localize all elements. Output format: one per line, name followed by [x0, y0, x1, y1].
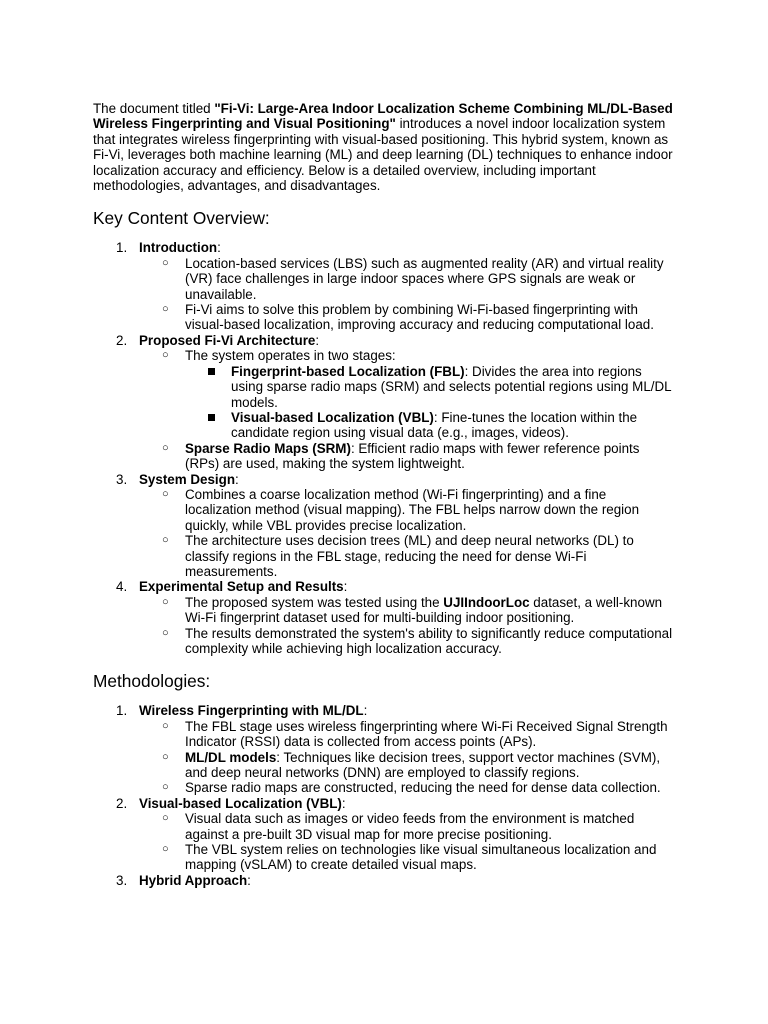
- dataset-name: UJIIndoorLoc: [443, 594, 530, 610]
- colon: :: [235, 471, 239, 487]
- square-bullet-icon: [208, 368, 215, 375]
- list-item-wireless-fingerprinting: [93, 703, 673, 795]
- circle-bullet-icon: ○: [162, 626, 169, 639]
- stage-item-vbl: [185, 410, 673, 441]
- item-label: Wireless Fingerprinting with ML/DL: [139, 703, 364, 719]
- list-number: 3.: [116, 471, 128, 487]
- sub-item: [139, 626, 673, 657]
- intro-body: introduces a novel indoor localization system that integrates wireless fingerprinting with visual-based positioning. This hybrid system, known as Fi-Vi, leverages both machine learning (ML) and deep learning (DL) techniques to enhance indoor localization accuracy and efficiency. Below is a detailed overview, including important methodologies, advantages, and disadvantages.: [93, 116, 673, 194]
- sub-item-text: : Techniques like decision trees, support vector machines (SVM), and deep neural networks (DNN) are employed to classify regions.: [185, 749, 661, 781]
- sub-list: [139, 487, 673, 579]
- sub-item-label: Sparse Radio Maps (SRM): [185, 440, 351, 456]
- item-label: Hybrid Approach: [139, 872, 248, 888]
- stage-text: : Fine-tunes the location within the candidate region using visual data (e.g., images, videos).: [231, 409, 638, 441]
- circle-bullet-icon: ○: [162, 812, 169, 825]
- list-item-vbl: [93, 796, 673, 873]
- list-item-system-design: [93, 472, 673, 580]
- colon: :: [315, 332, 320, 348]
- list-number: 1.: [116, 703, 128, 719]
- methodologies-list: [93, 703, 673, 888]
- colon: :: [343, 579, 348, 595]
- sub-item-text: The architecture uses decision trees (ML) and deep neural networks (DL) to classify regions in the FBL stage, reducing the need for dense Wi-Fi measurements.: [185, 533, 634, 579]
- circle-bullet-icon: ○: [162, 349, 169, 362]
- list-number: 3.: [116, 872, 128, 888]
- list-number: 2.: [116, 795, 128, 811]
- sub-item: [139, 780, 673, 795]
- intro-prefix: The document titled: [93, 101, 215, 116]
- list-number: 1.: [116, 240, 128, 256]
- sub-item-text: Combines a coarse localization method (Wi-Fi fingerprinting) and a fine localization method (visual mapping). The FBL helps narrow down the region quickly, while VBL provides precise localization.: [185, 486, 640, 533]
- document-page: [93, 101, 673, 888]
- key-content-list: [93, 240, 673, 656]
- list-number: 4.: [116, 579, 128, 595]
- circle-bullet-icon: ○: [162, 781, 169, 794]
- circle-bullet-icon: ○: [162, 487, 169, 500]
- stage-text: : Divides the area into regions using sparse radio maps (SRM) and selects potential regions using ML/DL models.: [231, 363, 672, 410]
- item-label: System Design: [139, 471, 236, 487]
- circle-bullet-icon: ○: [162, 750, 169, 763]
- sub-item-text: The proposed system was tested using the: [185, 594, 444, 610]
- sub-list: [139, 811, 673, 873]
- list-number: 2.: [116, 332, 128, 348]
- stage-label: Fingerprint-based Localization (FBL): [231, 363, 465, 379]
- sub-item: [139, 441, 673, 472]
- intro-paragraph: [93, 101, 673, 193]
- colon: :: [217, 240, 221, 256]
- stage-item-fbl: [185, 364, 673, 410]
- item-label: Introduction: [139, 240, 218, 256]
- sub-list: [139, 595, 673, 657]
- circle-bullet-icon: ○: [162, 595, 169, 608]
- list-item-experimental: [93, 579, 673, 656]
- sub-list: [139, 719, 673, 796]
- list-item-introduction: [93, 240, 673, 332]
- circle-bullet-icon: ○: [162, 719, 169, 732]
- sub-item: [139, 348, 673, 440]
- circle-bullet-icon: ○: [162, 441, 169, 454]
- sub-item: [139, 487, 673, 533]
- sub-item: [139, 842, 673, 873]
- circle-bullet-icon: ○: [162, 843, 169, 856]
- stage-list: [185, 364, 673, 441]
- methodologies-heading: Methodologies:: [93, 671, 211, 692]
- stage-label: Visual-based Localization (VBL): [231, 409, 434, 425]
- item-label: Visual-based Localization (VBL): [139, 795, 342, 811]
- sub-item-text: : Efficient radio maps with fewer reference points (RPs) are used, making the system lightweight.: [185, 440, 640, 472]
- colon: :: [341, 795, 346, 811]
- circle-bullet-icon: ○: [162, 303, 169, 316]
- sub-item-label: ML/DL models: [185, 749, 277, 765]
- colon: :: [247, 872, 251, 888]
- key-content-heading: Key Content Overview:: [93, 208, 270, 229]
- sub-item-text: Sparse radio maps are constructed, reducing the need for dense data collection.: [185, 780, 661, 796]
- sub-item: [139, 719, 673, 750]
- sub-list: [139, 348, 673, 471]
- sub-item: [139, 302, 673, 333]
- circle-bullet-icon: ○: [162, 534, 169, 547]
- sub-item-text: The system operates in two stages:: [185, 348, 396, 364]
- sub-item-text: The FBL stage uses wireless fingerprinting where Wi-Fi Received Signal Strength Indicator (RSSI) data is collected from access points (APs).: [185, 718, 668, 750]
- item-label: Experimental Setup and Results: [139, 579, 344, 595]
- sub-item-text: The VBL system relies on technologies like visual simultaneous localization and mapping (vSLAM) to create detailed visual maps.: [185, 842, 657, 873]
- item-label: Proposed Fi-Vi Architecture: [139, 332, 316, 348]
- sub-item: [139, 750, 673, 781]
- sub-item: [139, 595, 673, 626]
- document-title: "Fi-Vi: Large-Area Indoor Localization Scheme Combining ML/DL-Based Wireless Fingerprinting and Visual Positioning": [93, 101, 673, 132]
- sub-item-text: dataset, a well-known Wi-Fi fingerprint dataset used for multi-building indoor positioning.: [185, 594, 663, 626]
- colon: :: [363, 703, 368, 719]
- square-bullet-icon: [208, 414, 215, 421]
- sub-item-text: Visual data such as images or video feeds from the environment is matched against a pre-built 3D visual map for more precise positioning.: [185, 811, 635, 842]
- list-item-architecture: [93, 333, 673, 472]
- list-item-hybrid-approach: [93, 873, 673, 888]
- sub-list: [139, 256, 673, 333]
- sub-item: [139, 533, 673, 579]
- sub-item-text: Fi-Vi aims to solve this problem by combining Wi-Fi-based fingerprinting with visual-based localization, improving accuracy and reducing computational load.: [185, 302, 654, 333]
- sub-item: [139, 256, 673, 302]
- sub-item: [139, 811, 673, 842]
- sub-item-text: The results demonstrated the system's ability to significantly reduce computational complexity while achieving high localization accuracy.: [185, 625, 673, 656]
- circle-bullet-icon: ○: [162, 256, 169, 269]
- sub-item-text: Location-based services (LBS) such as augmented reality (AR) and virtual reality (VR) face challenges in large indoor spaces where GPS signals are weak or unavailable.: [185, 255, 664, 302]
